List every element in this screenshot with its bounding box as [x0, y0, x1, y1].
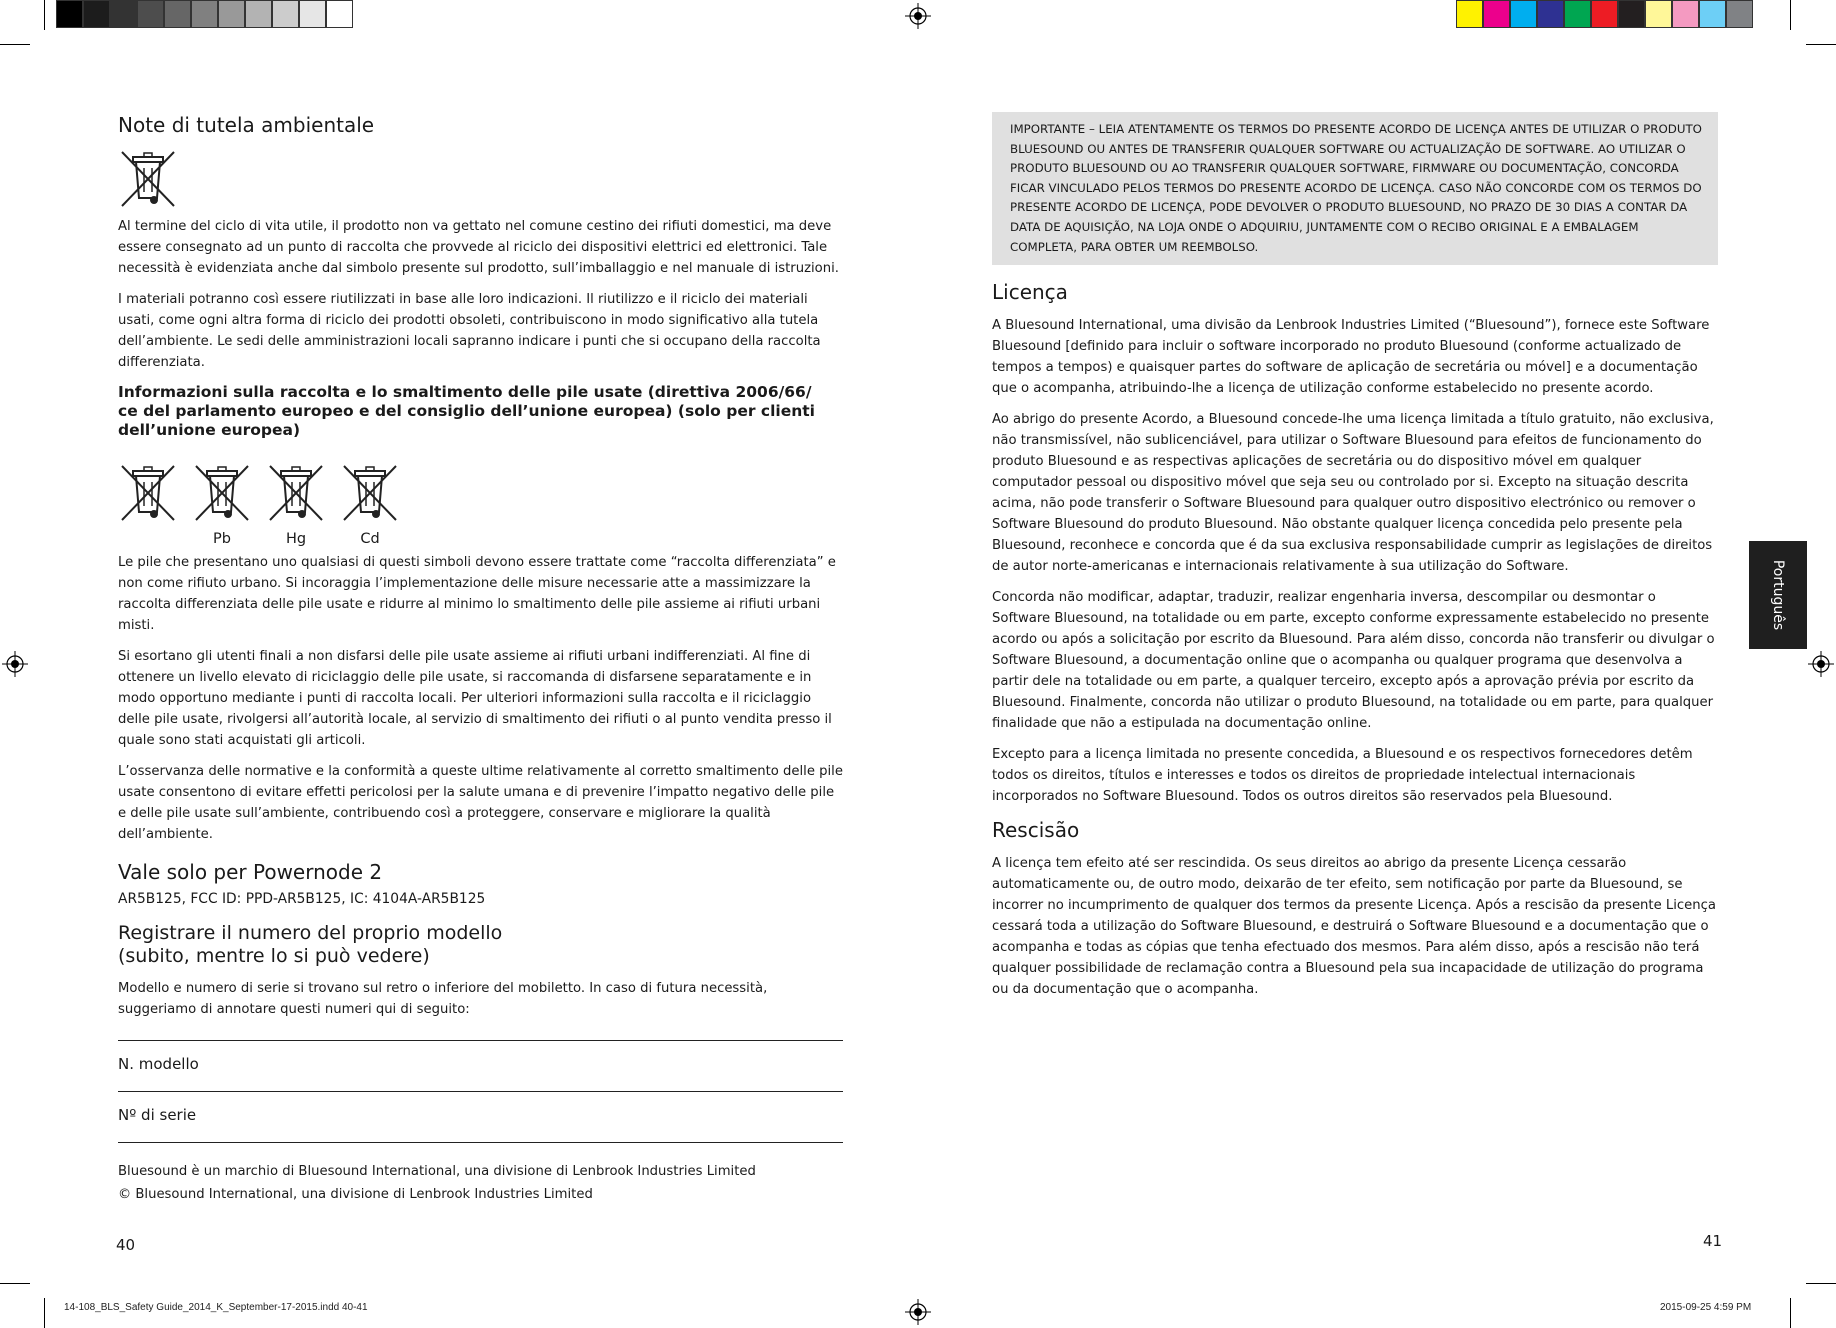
license-paragraph-1: A Bluesound International, uma divisão da Lenbrook Industries Limited (“Bluesound”), fornece este Software Bluesound [definido para incluir o software incorporado no produto Bluesound (conforme actualizado de tempos a tempos) e quaisquer partes do software de aplicação de secretária ou móvel] e a documentação que o acompanha, atribuindo-lhe a licença de utilização conforme estabelecido no presente acordo. [992, 318, 1710, 397]
serial-number-label: Nº di serie [118, 1106, 197, 1124]
crop-mark [44, 0, 45, 30]
registration-mark-icon [2, 651, 28, 677]
battery-symbol-label [118, 530, 178, 548]
crossed-bin-icon [118, 148, 178, 210]
color-swatch [1564, 0, 1591, 28]
crossed-bin-icon [192, 462, 252, 524]
crop-mark [1790, 0, 1791, 30]
battery-symbol [118, 462, 178, 548]
color-swatch [1510, 0, 1537, 28]
gray-color-bar [56, 0, 353, 30]
powernode-ids: AR5B125, FCC ID: PPD-AR5B125, IC: 4104A-AR5B125 [118, 891, 486, 907]
color-swatch [1483, 0, 1510, 28]
color-swatch [1537, 0, 1564, 28]
registration-mark-icon [905, 1299, 931, 1325]
crop-mark [1790, 1298, 1791, 1328]
license-paragraph-3: Concorda não modificar, adaptar, traduzir, realizar engenharia inversa, descompilar ou desmontar o Software Bluesound, na totalidade ou em parte, excepto conforme expressamente estabelecido no presente acordo ou após a solicitação por escrito da Bluesound. Para além disso, concorda não transferir ou divulgar o Software Bluesound, a documentação online que o acompanha ou qualquer programa que desenvolva a partir dele na totalidade ou em parte, a qualquer terceiro, excepto após a aprovação prévia por escrito da Bluesound. Finalmente, concorda não utilizar o produto Bluesound, na totalidade ou em parte, para qualquer finalidade que não a estipulada na documentação online. [992, 590, 1715, 732]
color-swatch [1591, 0, 1618, 28]
powernode-heading: Vale solo per Powernode 2 [118, 860, 383, 884]
color-swatch [83, 0, 110, 28]
trademark-notice: Bluesound è un marchio di Bluesound International, una divisione di Lenbrook Industries Limited [118, 1164, 756, 1179]
crop-mark [1806, 44, 1836, 45]
right-page [992, 112, 1718, 1010]
env-paragraph-1: Al termine del ciclo di vita utile, il prodotto non va gettato nel comune cestino dei rifiuti domestici, ma deve essere consegnato ad un punto di raccolta che provvede al riciclo dei dispositivi elettrici ed elettronici. Tale necessità è evidenziata anche dal simbolo presente sul prodotto, sull’imballaggio e nel manuale di istruzioni. [118, 219, 839, 276]
page-number: 40 [116, 1236, 136, 1254]
color-swatch [1699, 0, 1726, 28]
battery-symbols [118, 462, 844, 548]
color-swatch [245, 0, 272, 28]
crop-mark [44, 1298, 45, 1328]
color-bar [1456, 0, 1753, 30]
crossed-bin-icon [118, 462, 178, 524]
battery-symbol [266, 462, 326, 548]
color-swatch [164, 0, 191, 28]
color-swatch [1456, 0, 1483, 28]
color-swatch [272, 0, 299, 28]
color-swatch [1645, 0, 1672, 28]
env-heading: Note di tutela ambientale [118, 113, 375, 137]
register-heading: Registrare il numero del proprio modello (subito, mentre lo si può vedere) [118, 922, 503, 967]
left-page [118, 112, 844, 1215]
registration-mark-icon [1808, 651, 1834, 677]
page-number: 41 [1703, 1232, 1723, 1250]
battery-paragraph-1: Le pile che presentano uno qualsiasi di questi simboli devono essere trattate come “raccolta differenziata” e non come rifiuto urbano. Si incoraggia l’implementazione delle misure necessarie atte a massimizzare la raccolta differenziata delle pile usate e ridurre al minimo lo smaltimento delle pile assieme ai rifiuti urbani misti. [118, 555, 836, 633]
battery-symbol-label: Cd [360, 531, 380, 547]
battery-heading: Informazioni sulla raccolta e lo smaltimento delle pile usate (direttiva 2006/66/ ce del parlamento europeo e del consiglio dell’unione europea) (solo per clienti dell’unione europea) [118, 383, 815, 439]
color-swatch [299, 0, 326, 28]
copyright-notice: © Bluesound International, una divisione di Lenbrook Industries Limited [118, 1187, 593, 1202]
color-swatch [191, 0, 218, 28]
battery-symbol [340, 462, 400, 548]
battery-symbol-label: Pb [213, 531, 231, 547]
crossed-bin-icon [266, 462, 326, 524]
crossed-bin-icon [340, 462, 400, 524]
battery-paragraph-2: Si esortano gli utenti finali a non disfarsi delle pile usate assieme ai rifiuti urbani indifferenziati. Al fine di ottenere un livello elevato di riciclaggio delle pile usate, si raccomanda di disfarsene separatamente e in modo opportuno mediante i punti di raccolta locali. Per ulteriori informazioni sulla raccolta e il riciclaggio delle pile usate, rivolgersi all’autorità locale, al servizio di smaltimento dei rifiuti o al punto vendita presso il quale sono stati acquistati gli articoli. [118, 649, 832, 748]
license-heading: Licença [992, 280, 1068, 305]
crop-mark [0, 44, 30, 45]
important-notice: IMPORTANTE – LEIA ATENTAMENTE OS TERMOS DO PRESENTE ACORDO DE LICENÇA ANTES DE UTILIZAR O PRODUTO BLUESOUND OU ANTES DE TRANSFERIR QUALQUER SOFTWARE OU ACTUALIZAÇÃO DE SOFTWARE. AO UTILIZAR O PRODUTO BLUESOUND OU AO TRANSFERIR QUALQUER SOFTWARE, FIRMWARE OU DOCUMENTAÇÃO, CONCORDA FICAR VINCULADO PELOS TERMOS DO PRESENTE ACORDO DE LICENÇA. CASO NÃO CONCORDE COM OS TERMOS DO PRESENTE ACORDO DE LICENÇA, PODE DEVOLVER O PRODUTO BLUESOUND, NO PRAZO DE 30 DIAS A CONTAR DA DATA DE AQUISIÇÃO, NA LOJA ONDE O ADQUIRIU, JUNTAMENTE COM O RECIBO ORIGINAL E A EMBALAGEM COMPLETA, PARA OBTER UM REEMBOLSO. [992, 112, 1718, 265]
color-swatch [137, 0, 164, 28]
divider [118, 1142, 843, 1143]
model-number-label: N. modello [118, 1055, 199, 1073]
color-swatch [56, 0, 83, 28]
color-swatch [1726, 0, 1753, 28]
license-paragraph-2: Ao abrigo do presente Acordo, a Bluesound concede-lhe uma licença limitada a título gratuito, não exclusiva, não transmissível, não sublicenciável, para utilizar o Software Bluesound para efeitos de funcionamento do produto Bluesound e as respectivas aplicações de secretária ou do dispositivo móvel em qualquer computador pessoal ou dispositivo móvel que seja seu ou controlado por si. Excepto na situação descrita acima, não pode transferir o Software Bluesound para qualquer outro dispositivo electrónico ou remover o Software Bluesound do produto Bluesound. Não obstante qualquer licença concedida pelo presente pela Bluesound, reconhece e concorda que é da sua exclusiva responsabilidade cumprir as legislações de direitos de autor norte-americanas e internacionais relativamente à sua utilização do Software. [992, 412, 1714, 575]
language-tab [1749, 541, 1807, 649]
crop-mark [0, 1283, 30, 1284]
file-slug: 14-108_BLS_Safety Guide_2014_K_September-17-2015.indd 40-41 [64, 1302, 368, 1313]
color-swatch [218, 0, 245, 28]
registration-mark-icon [905, 3, 931, 29]
battery-paragraph-3: L’osservanza delle normative e la conformità a queste ultime relativamente al corretto smaltimento delle pile usate consentono di evitare effetti pericolosi per la salute umana e di prevenire l’impatto negativo delle pile e delle pile usate sull’ambiente, contribuendo così a proteggere, conservare e migliorare la qualità dell’ambiente. [118, 764, 843, 842]
color-swatch [1672, 0, 1699, 28]
battery-symbol-label: Hg [285, 531, 307, 547]
color-swatch [1618, 0, 1645, 28]
battery-symbol [192, 462, 252, 548]
termination-paragraph: A licença tem efeito até ser rescindida. Os seus direitos ao abrigo da presente Licença cessarão automaticamente ou, de outro modo, deixarão de ter efeito, sem notificação por parte da Bluesound, se incorrer no incumprimento de qualquer dos termos da presente Licença. Após a rescisão da presente Licença cessará toda a utilização do Software Bluesound, e destruirá o Software Bluesound e a documentação que o acompanha e todas as cópias que tenha efectuado dos mesmos. Para além disso, após a rescisão não terá qualquer possibilidade de reclamação contra a Bluesound pela sua incapacidade de utilização do programa ou da documentação que o acompanha. [992, 856, 1716, 998]
register-paragraph: Modello e numero di serie si trovano sul retro o inferiore del mobiletto. In caso di futura necessità, suggeriamo di annotare questi numeri qui di seguito: [118, 981, 768, 1017]
divider [118, 1040, 843, 1041]
license-paragraph-4: Excepto para a licença limitada no presente concedida, a Bluesound e os respectivos fornecedores detêm todos os direitos, títulos e interesses e todos os direitos de propriedade intelectual internacionais incorporados no Software Bluesound. Todos os outros direitos são reservados pela Bluesound. [992, 747, 1693, 805]
color-swatch [110, 0, 137, 28]
termination-heading: Rescisão [992, 818, 1080, 843]
crop-mark [1806, 1283, 1836, 1284]
env-paragraph-2: I materiali potranno così essere riutilizzati in base alle loro indicazioni. Il riutilizzo e il riciclo dei materiali usati, come ogni altra forma di riciclo dei prodotti obsoleti, contribuiscono in modo significativo alla tutela dell’ambiente. Le sedi delle amministrazioni locali sapranno indicare i punti che si occupano della raccolta differenziata. [118, 292, 821, 370]
language-tab-label: Português [1770, 559, 1787, 631]
print-timestamp: 2015-09-25 4:59 PM [1660, 1302, 1752, 1313]
color-swatch [326, 0, 353, 28]
divider [118, 1091, 843, 1092]
